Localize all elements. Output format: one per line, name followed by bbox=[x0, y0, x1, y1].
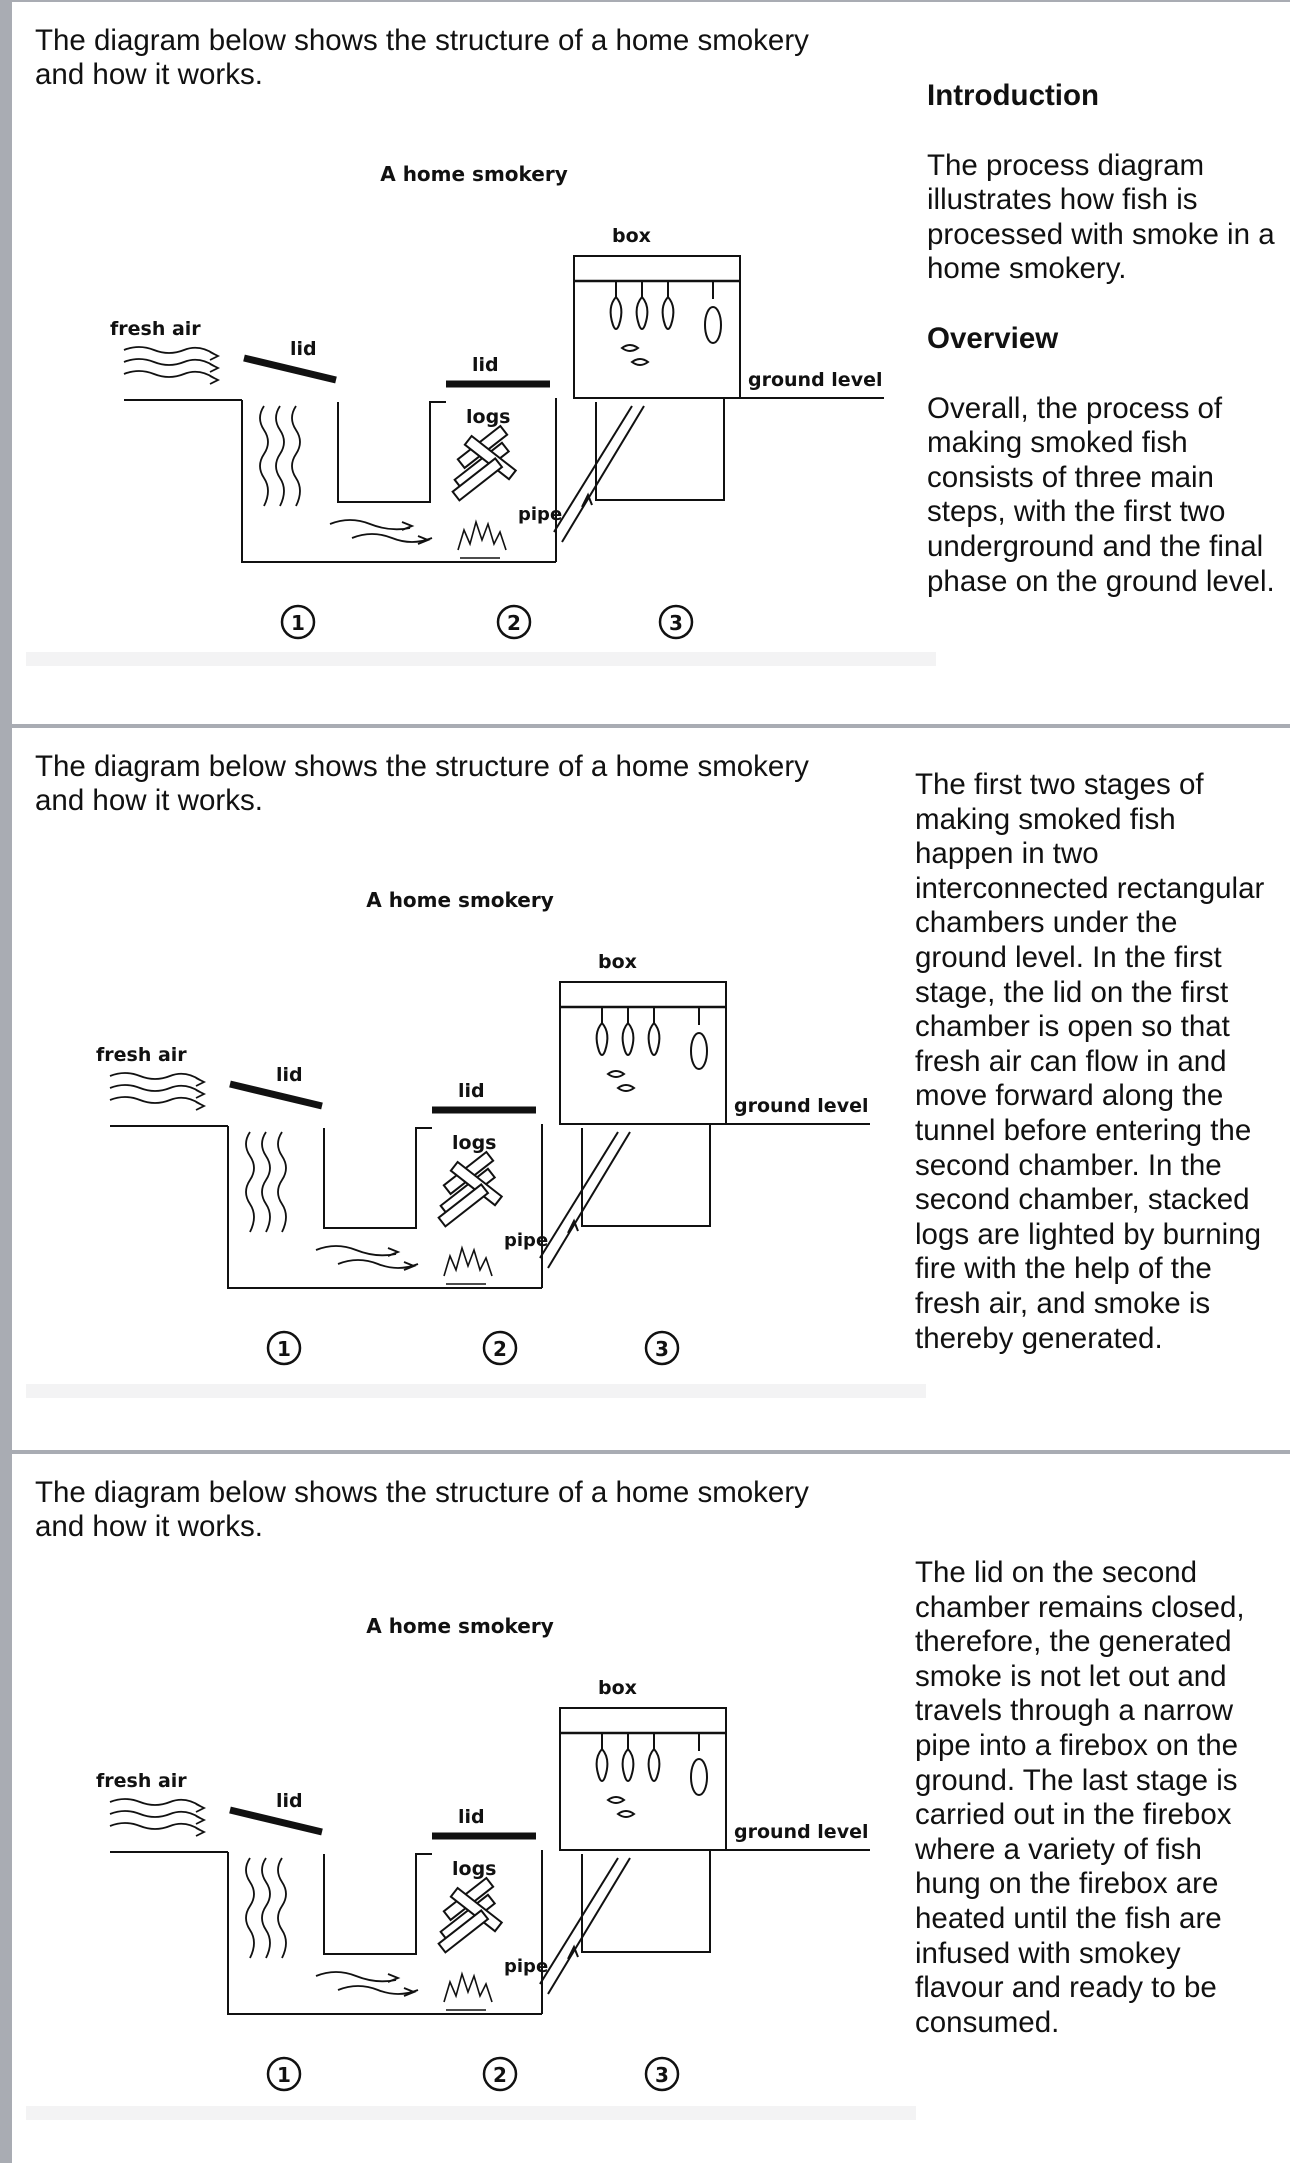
final-stage-text: The lid on the second chamber remains closed, therefore, the generated smoke is not let out and travels through a narrow pipe into a firebox on the ground. The last stage is carried out in the firebox where a variety of fish hung on the firebox are heated until the fish are infused with smokey flavour and ready to be consumed. bbox=[915, 1556, 1245, 2039]
step-1-number: 1 bbox=[277, 1337, 291, 1361]
step-markers bbox=[282, 606, 692, 638]
smokery-diagram bbox=[12, 1454, 952, 2163]
lid-left-label: lid bbox=[290, 338, 317, 360]
step-1-number: 1 bbox=[291, 611, 305, 635]
air-flow-arrows-icon bbox=[246, 1858, 418, 1996]
lid-left bbox=[230, 1810, 322, 1832]
introduction-title: Introduction bbox=[927, 79, 1100, 112]
fire-icon bbox=[444, 1248, 492, 1284]
diagram-title: A home smokery bbox=[366, 1614, 554, 1638]
lid-left bbox=[244, 358, 336, 380]
diagram-heading: The diagram below shows the structure of a home smokery and how it works. bbox=[35, 1476, 809, 1543]
lid-middle-label: lid bbox=[458, 1080, 485, 1102]
firebox bbox=[560, 1708, 726, 1850]
smokery-diagram bbox=[12, 728, 952, 1448]
smokery-figure bbox=[96, 888, 870, 1364]
smokery-diagram bbox=[12, 2, 952, 722]
side-text bbox=[927, 79, 1277, 599]
smoke-pipe bbox=[540, 1132, 630, 1268]
hanging-fish-icon bbox=[597, 1007, 707, 1091]
logs-label: logs bbox=[466, 406, 511, 428]
logs-icon bbox=[439, 1878, 502, 1952]
smokery-figure bbox=[96, 1614, 870, 2090]
ground-level-label: ground level bbox=[734, 1821, 869, 1843]
fresh-air-arrows-icon bbox=[110, 1073, 204, 1110]
lid-middle-label: lid bbox=[458, 1806, 485, 1828]
stages-one-two-text: The first two stages of making smoked fish happen in two interconnected rectangular chambers under the ground level. In the first stage, the lid on the first chamber is open so that fresh air can flow in and move forward along the tunnel before entering the second chamber. In the second chamber, stacked logs are lighted by burning fire with the help of the fresh air, and smoke is thereby generated. bbox=[915, 768, 1265, 1355]
fresh-air-arrows-icon bbox=[124, 347, 218, 384]
smokery-figure bbox=[110, 162, 884, 638]
diagram-heading: The diagram below shows the structure of a home smokery and how it works. bbox=[35, 750, 809, 817]
lid-middle-label: lid bbox=[472, 354, 499, 376]
box-label: box bbox=[598, 951, 637, 973]
step-markers bbox=[268, 2058, 678, 2090]
pipe-label: pipe bbox=[504, 1956, 549, 1977]
fire-icon bbox=[458, 522, 506, 558]
panel-2 bbox=[12, 728, 1290, 1450]
overview-title: Overview bbox=[927, 321, 1059, 355]
lid-left-label: lid bbox=[276, 1064, 303, 1086]
faint-divider bbox=[26, 652, 936, 666]
lid-left bbox=[230, 1084, 322, 1106]
firebox bbox=[560, 982, 726, 1124]
firebox bbox=[574, 256, 740, 398]
logs-label: logs bbox=[452, 1132, 497, 1154]
introduction-text: The process diagram illustrates how fish is processed with smoke in a home smokery. bbox=[927, 148, 1275, 286]
fresh-air-arrows-icon bbox=[110, 1799, 204, 1836]
hanging-fish-icon bbox=[611, 281, 721, 365]
faint-divider bbox=[26, 2106, 916, 2120]
lid-left-label: lid bbox=[276, 1790, 303, 1812]
step-3-number: 3 bbox=[655, 1337, 669, 1361]
diagram-heading: The diagram below shows the structure of a home smokery and how it works. bbox=[35, 24, 809, 91]
side-text bbox=[915, 1556, 1265, 2040]
pipe-label: pipe bbox=[504, 1230, 549, 1251]
air-flow-arrows-icon bbox=[246, 1132, 418, 1270]
fresh-air-label: fresh air bbox=[110, 318, 201, 340]
step-2-number: 2 bbox=[507, 611, 521, 635]
ground-level-label: ground level bbox=[734, 1095, 869, 1117]
panel-3 bbox=[12, 1454, 1290, 2163]
logs-icon bbox=[439, 1152, 502, 1226]
pipe-label: pipe bbox=[518, 504, 563, 525]
step-3-number: 3 bbox=[669, 611, 683, 635]
step-markers bbox=[268, 1332, 678, 1364]
diagram-title: A home smokery bbox=[366, 888, 554, 912]
overview-text: Overall, the process of making smoked fish consists of three main steps, with the first two underground and the final phase on the ground level. bbox=[927, 391, 1275, 598]
step-3-number: 3 bbox=[655, 2063, 669, 2087]
fresh-air-label: fresh air bbox=[96, 1044, 187, 1066]
faint-divider bbox=[26, 1384, 926, 1398]
box-label: box bbox=[598, 1677, 637, 1699]
fresh-air-label: fresh air bbox=[96, 1770, 187, 1792]
ground-level-label: ground level bbox=[748, 369, 883, 391]
box-label: box bbox=[612, 225, 651, 247]
panel-1 bbox=[12, 2, 1290, 724]
hanging-fish-icon bbox=[597, 1733, 707, 1817]
fire-icon bbox=[444, 1974, 492, 2010]
side-text bbox=[915, 768, 1265, 1356]
step-2-number: 2 bbox=[493, 2063, 507, 2087]
smoke-pipe bbox=[540, 1858, 630, 1994]
step-2-number: 2 bbox=[493, 1337, 507, 1361]
logs-label: logs bbox=[452, 1858, 497, 1880]
smoke-pipe bbox=[554, 406, 644, 542]
diagram-title: A home smokery bbox=[380, 162, 568, 186]
air-flow-arrows-icon bbox=[260, 406, 432, 544]
step-1-number: 1 bbox=[277, 2063, 291, 2087]
logs-icon bbox=[453, 426, 516, 500]
